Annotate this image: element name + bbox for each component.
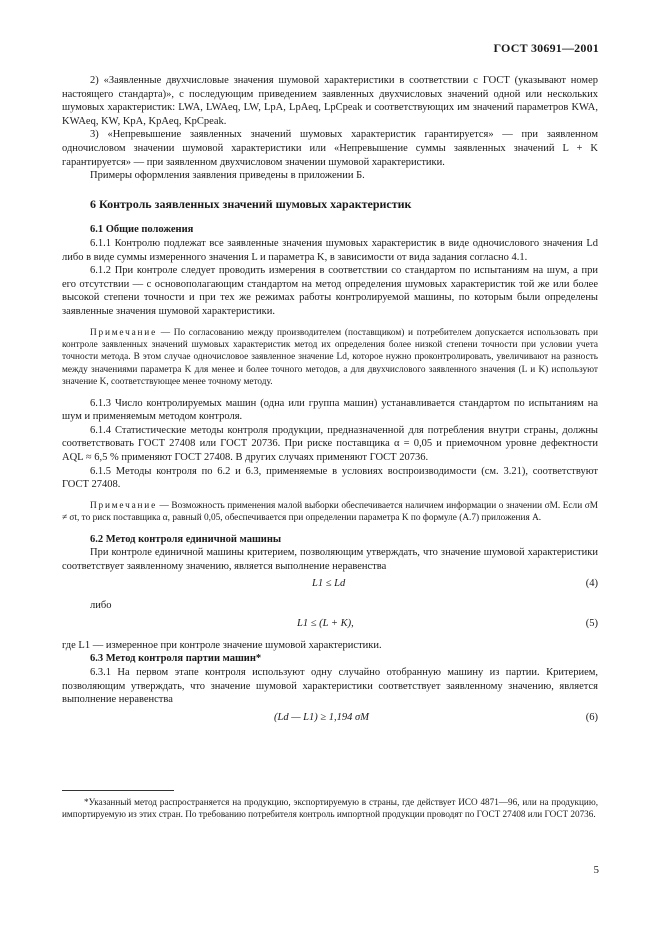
formula-5-number: (5) bbox=[585, 617, 598, 629]
formula-or-text: либо bbox=[90, 600, 112, 612]
paragraph-item-2: 2) «Заявленные двухчисловые значения шумовой характеристики в соответствии с ГОСТ (указывают номер настоящего стандарта)», с последующим приведением заявленных двухчисловых значений одной или нескольких шумовых характеристик: LWA, LWAeq, LW, LpA, LpAeq, LpCpeak и соответствующих им значений параметров KWA, KWAeq, KW, KpA, KpAeq, KpCpeak. bbox=[62, 75, 598, 127]
formula-4-expression: L1 ≤ Ld bbox=[312, 578, 346, 590]
paragraph-6-3-1: 6.3.1 На первом этапе контроля используют одну случайно отобранную машину из партии. Критерием, позволяющим утверждать, что значение шумовой характеристики соответствует заявленному значению, является выполнение неравенства bbox=[62, 667, 598, 706]
paragraph-6-1-4: 6.1.4 Статистические методы контроля продукции, предназначенной для потребления внутри страны, должны соответствовать ГОСТ 27408 или ГОСТ 20736. При риске поставщика α = 0,05 и приемочном уровне дефектности AQL ≈ 6,5 % применяют ГОСТ 27408. В других случаях применяют ГОСТ 20736. bbox=[62, 424, 598, 463]
note-1-label: Примечание bbox=[90, 327, 157, 338]
paragraph-6-1-2: 6.1.2 При контроле следует проводить измерения в соответствии со стандартом по испытаниям на шум, а при его отсутствии — с основополагающим стандартом на метод определения шумовых характеристик той же или более высокой степени точности и при тех же режимах работы контролируемой машины, по которым были определены заявленные значения шумовой характеристики. bbox=[62, 265, 598, 317]
formula-6-expression: (Ld — L1) ≥ 1,194 σM bbox=[274, 711, 369, 723]
page-body bbox=[62, 74, 598, 733]
note-1 bbox=[62, 327, 598, 389]
formula-4-number: (4) bbox=[585, 578, 598, 590]
formula-5-where: где L1 — измеренное при контроле значение шумовой характеристики. bbox=[62, 639, 382, 651]
note-2-text: — Возможность применения малой выборки обеспечивается наличием информации о значении σM. Если σM ≠ σt, то риск поставщика α, равный 0,05, обеспечивается при определении параметра K по формуле (А.7) приложения А. bbox=[62, 500, 598, 524]
footnote-text: *Указанный метод распространяется на продукцию, экспортируемую в страны, где действует ИСО 4871—96, или на продукцию, импортируемую из этих стран. По требованию потребителя контроль импортной продукции проводят по ГОСТ 27408 или ГОСТ 20736. bbox=[62, 797, 598, 820]
footnote-separator bbox=[62, 790, 174, 791]
subsection-6-3-title: 6.3 Метод контроля партии машин* bbox=[90, 653, 262, 665]
subsection-6-2-title: 6.2 Метод контроля единичной машины bbox=[90, 533, 282, 545]
formula-6 bbox=[62, 711, 598, 729]
subsection-6-1-title: 6.1 Общие положения bbox=[90, 224, 194, 236]
note-1-text: — По согласованию между производителем (поставщиком) и потребителем допускается использовать при контроле заявленных значений шумовых характеристик метод их определения более низкой степени точности при условии учета точности метода. В этом случае одночисловое заявленное значение Ld, которое нужно проконтролировать, увеличивают на разность между значениями параметра K для менее и более точного методов, а для двухчислового заявленного значения (L и K) используют значение K, соответствующее менее точному методу. bbox=[62, 327, 598, 388]
page-number: 5 bbox=[593, 864, 599, 876]
paragraph-6-1-1: 6.1.1 Контролю подлежат все заявленные значения шумовых характеристик в виде одночислового значения Ld либо в виде суммы измеренного значения L и параметра K, в зависимости от вида задания согласно 4.1. bbox=[62, 237, 598, 263]
formula-5 bbox=[62, 617, 598, 635]
section-6-title: 6 Контроль заявленных значений шумовых характеристик bbox=[90, 196, 412, 211]
note-2-label: Примечание bbox=[90, 500, 157, 511]
paragraph-item-3: 3) «Непревышение заявленных значений шумовых характеристик гарантируется» — при заявленном одночисловом значении шумовой характеристики или «Непревышение суммы заявленных значений L + K гарантируется» — при заявленном двухчисловом значении шумовой характеристики. bbox=[62, 129, 598, 168]
formula-4 bbox=[62, 577, 598, 595]
footnote bbox=[62, 796, 598, 821]
paragraph-examples: Примеры оформления заявления приведены в приложении Б. bbox=[90, 170, 365, 182]
paragraph-6-1-3: 6.1.3 Число контролируемых машин (одна или группа машин) устанавливается стандартом по испытаниям на шум и применяемым методом контроля. bbox=[62, 397, 598, 423]
paragraph-6-2: При контроле единичной машины критерием, позволяющим утверждать, что значение шумовой характеристики соответствует заявленному значению, является выполнение неравенства bbox=[62, 547, 598, 572]
note-2 bbox=[62, 500, 598, 525]
formula-6-number: (6) bbox=[585, 711, 598, 723]
paragraph-6-1-5: 6.1.5 Методы контроля по 6.2 и 6.3, применяемые в условиях воспроизводимости (см. 3.21), соответствуют ГОСТ 27408. bbox=[62, 465, 598, 491]
formula-5-expression: L1 ≤ (L + K), bbox=[297, 617, 354, 629]
page-header: ГОСТ 30691—2001 bbox=[493, 41, 599, 55]
